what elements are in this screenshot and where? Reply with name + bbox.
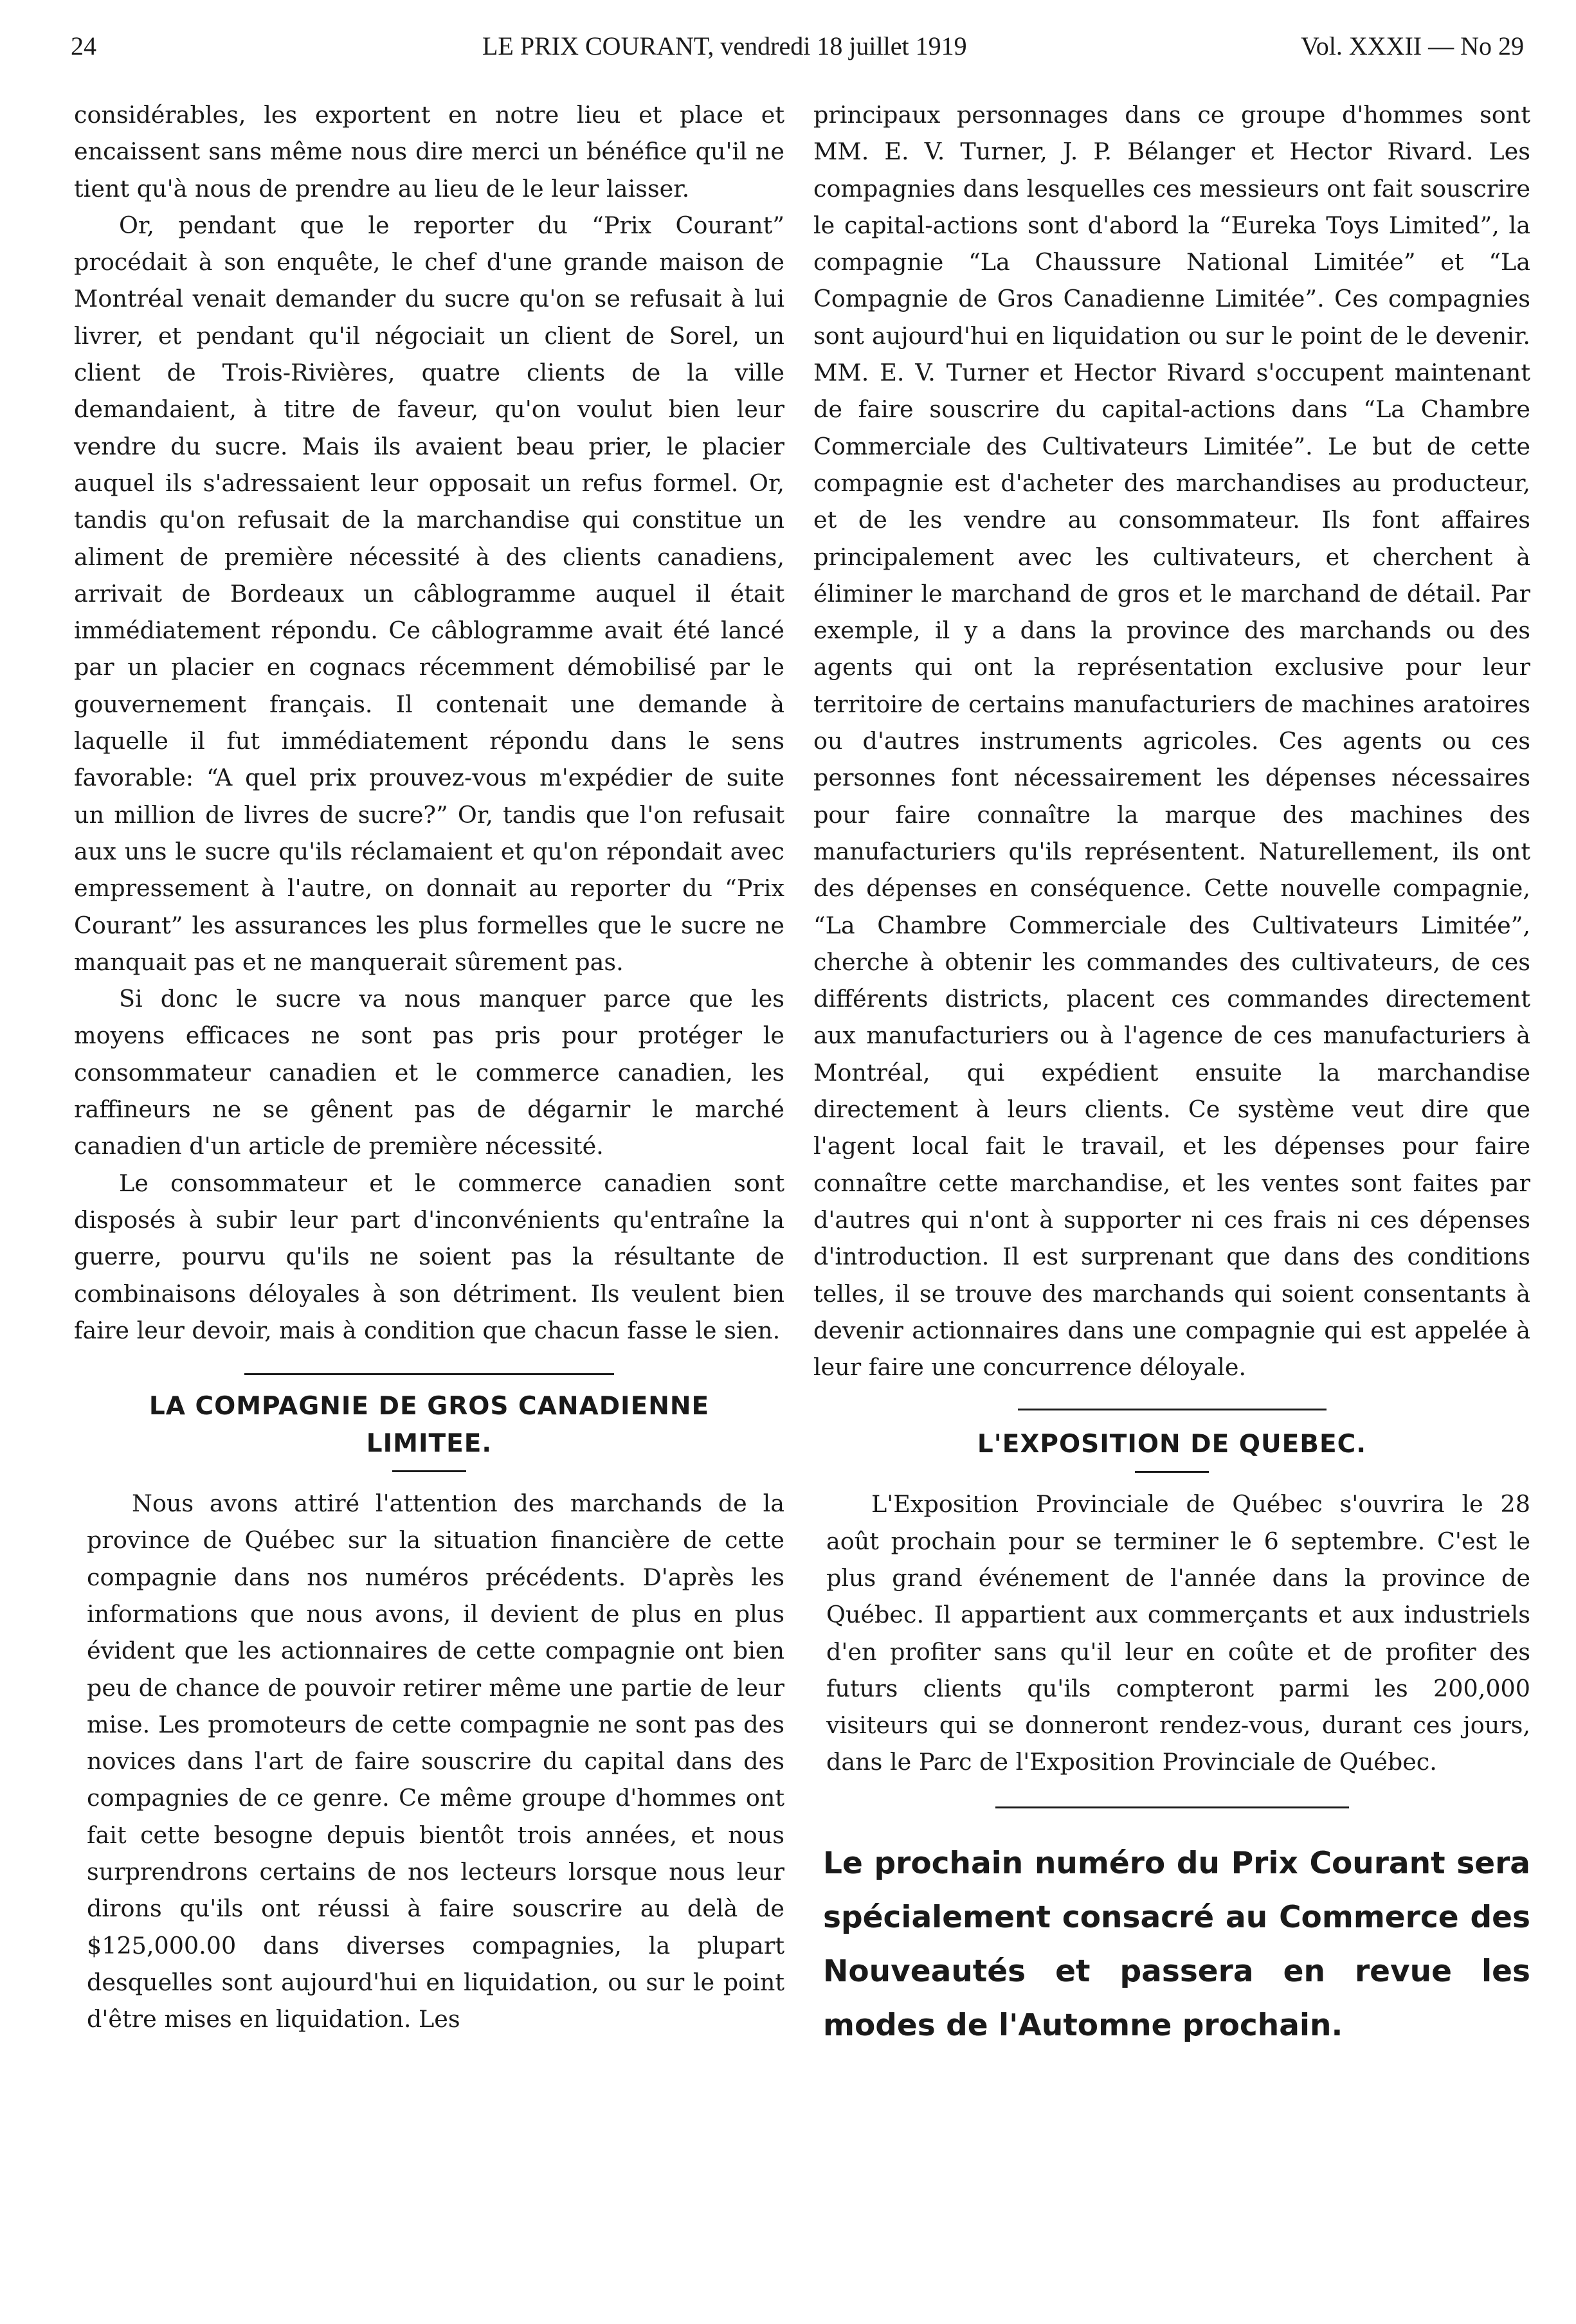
article-paragraph: considérables, les exportent en notre lieu et place et encaissent sans même nous dire merci un bénéfice qu'il ne tient qu'à nous de prendre au lieu de le leur laisser.	[74, 101, 784, 203]
article-paragraph: L'Exposition Provinciale de Québec s'ouvrira le 28 août prochain pour se terminer le 6 septembre. C'est le plus grand événement de l'année dans la province de Québec. Il appartient aux commerçants et aux industriels d'en profiter sans qu'il leur en coûte et de profiter des futurs clients qu'ils compteront parmi les 200,000 visiteurs qui se donneront rendez-vous, durant ces jours, dans le Parc de l'Exposition Provinciale de Québec.	[826, 1490, 1530, 1776]
announcement: Le prochain numéro du Prix Courant sera spécialement consacré au Commerce des Nouveautés et passera en revue les modes de l'Automne prochain.	[823, 1845, 1530, 2043]
page-number: 24	[71, 32, 96, 60]
section-heading: L'EXPOSITION DE QUEBEC.	[977, 1430, 1367, 1459]
article-paragraph: Nous avons attiré l'attention des marchands de la province de Québec sur la situation financière de cette compagnie dans nos numéros précédents. D'après les informations que nous avons, il devient de plus en plus évident que les actionnaires de cette compagnie ont bien peu de chance de pouvoir retirer même une partie de leur mise. Les promoteurs de cette compagnie ne sont pas des novices dans l'art de faire souscrire du capital dans des compagnies de ce genre. Ce même groupe d'hommes ont fait cette besogne depuis bientôt trois années, et nous surprendrons certains de nos lecteurs lorsque nous leur dirons qu'ils ont réussi à faire souscrire au delà de $125,000.00 dans diverses compagnies, la plupart desquelles sont aujourd'hui en liquidation, ou sur le point d'être mises en liquidation. Les	[87, 1490, 784, 2033]
publication-title: LE PRIX COURANT, vendredi 18 juillet 1919	[482, 32, 967, 60]
heading-underline	[1135, 1471, 1209, 1473]
article-paragraph: Le consommateur et le commerce canadien sont disposés à subir leur part d'inconvénients qu'entraîne la guerre, pourvu qu'ils ne soient pas la résultante de combinaisons déloyales à son détriment. Ils veulent bien faire leur devoir, mais à condition que chacun fasse le sien.	[74, 1169, 784, 1344]
article-paragraph: Or, pendant que le reporter du “Prix Courant” procédait à son enquête, le chef d'une grande maison de Montréal venait demander du sucre qu'on se refusait à lui livrer, et pendant qu'il négociait un client de Sorel, un client de Trois-Rivières, quatre clients de la ville demandaient, à titre de faveur, qu'on voulut bien leur vendre du sucre. Mais ils avaient beau prier, le placier auquel ils s'adressaient leur opposait un refus formel. Or, tandis qu'on refusait de la marchandise qui constitue un aliment de première nécessité à des clients canadiens, arrivait de Bordeaux un câblogramme auquel il était immédiatement répondu. Ce câblogramme avait été lancé par un placier en cognacs récemment démobilisé par le gouvernement français. Il contenait une demande à laquelle il fut immédiatement répondu dans le sens favorable: “A quel prix prouvez-vous m'expédier de suite un million de livres de sucre?” Or, tandis que l'on refusait aux uns le sucre qu'ils réclamaient et qu'on répondait avec empressement à l'autre, on donnait au reporter du “Prix Courant” les assurances les plus formelles que le sucre ne manquait pas et ne manquerait sûrement pas.	[74, 211, 784, 976]
section-heading: LA COMPAGNIE DE GROS CANADIENNE LIMITEE.	[149, 1392, 710, 1459]
article-paragraph: principaux personnages dans ce groupe d'hommes sont MM. E. V. Turner, J. P. Bélanger et Hector Rivard. Les compagnies dans lesquelles ces messieurs ont fait souscrire le capital-actions sont d'abord la “Eureka Toys Limited”, la compagnie “La Chaussure National Limitée” et “La Compagnie de Gros Canadienne Limitée”. Ces compagnies sont aujourd'hui en liquidation ou sur le point de le devenir. MM. E. V. Turner et Hector Rivard s'occupent maintenant de faire souscrire du capital-actions dans “La Chambre Commerciale des Cultivateurs Limitée”. Le but de cette compagnie est d'acheter des marchandises au producteur, et de les vendre au consommateur. Ils font affaires principalement avec les cultivateurs, et cherchent à éliminer le marchand de gros et le marchand de détail. Par exemple, il y a dans la province des marchands ou des agents qui ont la représentation exclusive pour leur territoire de certains manufacturiers de machines aratoires ou d'autres instruments agricoles. Ces agents ou ces personnes font nécessairement les dépenses nécessaires pour faire connaître la marque des machines des manufacturiers qu'ils représentent. Naturellement, ils ont des dépenses en conséquence. Cette nouvelle compagnie, “La Chambre Commerciale des Cultivateurs Limitée”, cherche à obtenir les commandes des cultivateurs, de ces différents districts, placent ces commandes directement aux manufacturiers ou à l'agence de ces manufacturiers à Montréal, qui expédient ensuite la marchandise directement à leurs clients. Ce système veut dire que l'agent local fait le travail, et les dépenses pour faire connaître cette marchandise, et les ventes sont faites par d'autres qui n'ont à supporter ni ces frais ni ces dépenses d'introduction. Il est surprenant que dans des conditions telles, il se trouve des marchands qui soient consentants à devenir actionnaires dans une compagnie qui est appelée à leur faire une concurrence déloyale.	[813, 101, 1530, 1382]
section-divider	[995, 1806, 1349, 1808]
section-divider	[244, 1373, 614, 1375]
page-header	[71, 31, 1524, 76]
right-column	[813, 96, 1530, 2053]
volume-number: Vol. XXXII — No 29	[1300, 32, 1524, 60]
heading-underline	[392, 1470, 466, 1472]
left-column	[74, 96, 784, 2038]
section-divider	[1018, 1409, 1327, 1410]
article-paragraph: Si donc le sucre va nous manquer parce que les moyens efficaces ne sont pas pris pour protéger le consommateur canadien et le commerce canadien, les raffineurs ne se gênent pas de dégarnir le marché canadien d'un article de première nécessité.	[74, 985, 784, 1160]
